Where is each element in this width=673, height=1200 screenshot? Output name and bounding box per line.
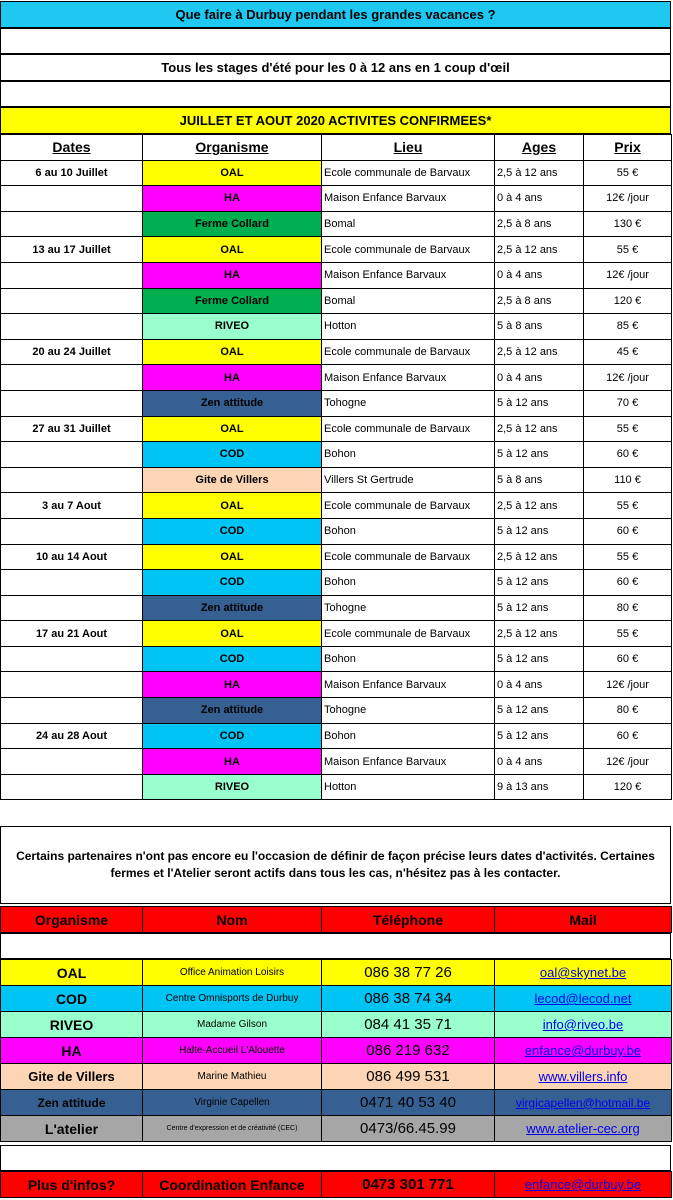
prix-cell: 55 € bbox=[584, 416, 672, 442]
organisme-cell: OAL bbox=[143, 544, 322, 570]
contacts-header-mail: Mail bbox=[495, 907, 672, 933]
prix-cell: 12€ /jour bbox=[584, 262, 672, 288]
schedule-row bbox=[1, 621, 672, 647]
contact-telephone: 086 499 531 bbox=[322, 1064, 495, 1090]
schedule-row bbox=[1, 186, 672, 212]
prix-cell: 60 € bbox=[584, 646, 672, 672]
contact-organisme: RIVEO bbox=[1, 1012, 143, 1038]
contact-organisme: OAL bbox=[1, 960, 143, 986]
contacts-header-row bbox=[1, 907, 672, 933]
schedule-row bbox=[1, 723, 672, 749]
contact-nom: Halte-Accueil L'Alouette bbox=[143, 1038, 322, 1064]
lieu-cell: Tohogne bbox=[322, 698, 495, 724]
prix-cell: 130 € bbox=[584, 211, 672, 237]
blank-row bbox=[0, 933, 671, 959]
schedule-row bbox=[1, 544, 672, 570]
contact-row bbox=[1, 960, 672, 986]
schedule-row bbox=[1, 698, 672, 724]
lieu-cell: Maison Enfance Barvaux bbox=[322, 365, 495, 391]
contact-mail-link[interactable]: lecod@lecod.net bbox=[495, 986, 672, 1012]
contact-row bbox=[1, 986, 672, 1012]
date-cell bbox=[1, 314, 143, 340]
date-cell bbox=[1, 698, 143, 724]
schedule-row bbox=[1, 518, 672, 544]
schedule-row bbox=[1, 646, 672, 672]
organisme-cell: HA bbox=[143, 186, 322, 212]
page-title: Que faire à Durbuy pendant les grandes vacances ? bbox=[0, 1, 671, 28]
schedule-row bbox=[1, 749, 672, 775]
prix-cell: 120 € bbox=[584, 774, 672, 800]
lieu-cell: Bohon bbox=[322, 646, 495, 672]
contact-telephone: 084 41 35 71 bbox=[322, 1012, 495, 1038]
date-cell: 20 au 24 Juillet bbox=[1, 339, 143, 365]
schedule-row bbox=[1, 365, 672, 391]
footer-mail-link[interactable]: enfance@durbuy.be bbox=[495, 1172, 672, 1198]
organisme-cell: RIVEO bbox=[143, 774, 322, 800]
lieu-cell: Ecole communale de Barvaux bbox=[322, 237, 495, 263]
contact-nom: Office Animation Loisirs bbox=[143, 960, 322, 986]
date-cell bbox=[1, 467, 143, 493]
schedule-row bbox=[1, 160, 672, 186]
prix-cell: 70 € bbox=[584, 390, 672, 416]
contact-telephone: 0471 40 53 40 bbox=[322, 1090, 495, 1116]
contact-organisme: Gite de Villers bbox=[1, 1064, 143, 1090]
date-cell: 17 au 21 Aout bbox=[1, 621, 143, 647]
lieu-cell: Maison Enfance Barvaux bbox=[322, 262, 495, 288]
contact-mail-link[interactable]: enfance@durbuy.be bbox=[495, 1038, 672, 1064]
schedule-row bbox=[1, 467, 672, 493]
contact-organisme: HA bbox=[1, 1038, 143, 1064]
date-cell: 6 au 10 Juillet bbox=[1, 160, 143, 186]
prix-cell: 55 € bbox=[584, 621, 672, 647]
ages-cell: 2,5 à 8 ans bbox=[495, 288, 584, 314]
ages-cell: 2,5 à 12 ans bbox=[495, 544, 584, 570]
contacts-table bbox=[0, 959, 672, 1142]
organisme-cell: OAL bbox=[143, 237, 322, 263]
date-cell bbox=[1, 518, 143, 544]
date-cell bbox=[1, 672, 143, 698]
lieu-cell: Ecole communale de Barvaux bbox=[322, 160, 495, 186]
contact-row bbox=[1, 1090, 672, 1116]
lieu-cell: Bohon bbox=[322, 570, 495, 596]
lieu-cell: Bohon bbox=[322, 518, 495, 544]
lieu-cell: Maison Enfance Barvaux bbox=[322, 749, 495, 775]
ages-cell: 5 à 12 ans bbox=[495, 723, 584, 749]
organisme-cell: OAL bbox=[143, 339, 322, 365]
ages-cell: 5 à 12 ans bbox=[495, 646, 584, 672]
contact-nom: Centre d'expression et de créativité (CEC) bbox=[143, 1116, 322, 1142]
footer-nom: Coordination Enfance bbox=[143, 1172, 322, 1198]
contact-telephone: 086 219 632 bbox=[322, 1038, 495, 1064]
lieu-cell: Bohon bbox=[322, 723, 495, 749]
contact-organisme: L'atelier bbox=[1, 1116, 143, 1142]
contacts-header-organisme: Organisme bbox=[1, 907, 143, 933]
footer-telephone: 0473 301 771 bbox=[322, 1172, 495, 1198]
footer-table bbox=[0, 1171, 672, 1198]
ages-cell: 2,5 à 12 ans bbox=[495, 237, 584, 263]
schedule-row bbox=[1, 595, 672, 621]
organisme-cell: Zen attitude bbox=[143, 595, 322, 621]
lieu-cell: Ecole communale de Barvaux bbox=[322, 339, 495, 365]
schedule-row bbox=[1, 262, 672, 288]
contact-row bbox=[1, 1116, 672, 1142]
ages-cell: 5 à 12 ans bbox=[495, 518, 584, 544]
organisme-cell: HA bbox=[143, 749, 322, 775]
date-cell bbox=[1, 646, 143, 672]
header-ages: Ages bbox=[495, 135, 584, 161]
organisme-cell: COD bbox=[143, 518, 322, 544]
organisme-cell: HA bbox=[143, 262, 322, 288]
page-subtitle: Tous les stages d'été pour les 0 à 12 ans en 1 coup d'œil bbox=[0, 54, 671, 81]
blank-row bbox=[0, 28, 671, 54]
lieu-cell: Maison Enfance Barvaux bbox=[322, 186, 495, 212]
ages-cell: 2,5 à 12 ans bbox=[495, 416, 584, 442]
prix-cell: 55 € bbox=[584, 544, 672, 570]
lieu-cell: Ecole communale de Barvaux bbox=[322, 621, 495, 647]
contact-mail-link[interactable]: virgicapellen@hotmail.be bbox=[495, 1090, 672, 1116]
schedule-body bbox=[1, 160, 672, 800]
organisme-cell: RIVEO bbox=[143, 314, 322, 340]
prix-cell: 12€ /jour bbox=[584, 186, 672, 212]
contact-mail-link[interactable]: oal@skynet.be bbox=[495, 960, 672, 986]
schedule-row bbox=[1, 288, 672, 314]
prix-cell: 12€ /jour bbox=[584, 749, 672, 775]
schedule-row bbox=[1, 416, 672, 442]
lieu-cell: Tohogne bbox=[322, 390, 495, 416]
date-cell bbox=[1, 749, 143, 775]
ages-cell: 0 à 4 ans bbox=[495, 749, 584, 775]
organisme-cell: OAL bbox=[143, 416, 322, 442]
date-cell bbox=[1, 288, 143, 314]
ages-cell: 0 à 4 ans bbox=[495, 186, 584, 212]
ages-cell: 9 à 13 ans bbox=[495, 774, 584, 800]
header-lieu: Lieu bbox=[322, 135, 495, 161]
contact-telephone: 0473/66.45.99 bbox=[322, 1116, 495, 1142]
date-cell: 3 au 7 Aout bbox=[1, 493, 143, 519]
ages-cell: 5 à 12 ans bbox=[495, 698, 584, 724]
ages-cell: 2,5 à 12 ans bbox=[495, 339, 584, 365]
contact-telephone: 086 38 74 34 bbox=[322, 986, 495, 1012]
lieu-cell: Villers St Gertrude bbox=[322, 467, 495, 493]
date-cell bbox=[1, 365, 143, 391]
prix-cell: 55 € bbox=[584, 493, 672, 519]
contact-nom: Centre Omnisports de Durbuy bbox=[143, 986, 322, 1012]
contact-nom: Virginie Capellen bbox=[143, 1090, 322, 1116]
lieu-cell: Tohogne bbox=[322, 595, 495, 621]
date-cell bbox=[1, 390, 143, 416]
date-cell: 10 au 14 Aout bbox=[1, 544, 143, 570]
prix-cell: 60 € bbox=[584, 570, 672, 596]
header-organisme: Organisme bbox=[143, 135, 322, 161]
date-cell bbox=[1, 442, 143, 468]
header-dates: Dates bbox=[1, 135, 143, 161]
ages-cell: 5 à 12 ans bbox=[495, 570, 584, 596]
lieu-cell: Maison Enfance Barvaux bbox=[322, 672, 495, 698]
date-cell bbox=[1, 595, 143, 621]
contacts-header-nom: Nom bbox=[143, 907, 322, 933]
contact-organisme: Zen attitude bbox=[1, 1090, 143, 1116]
prix-cell: 55 € bbox=[584, 160, 672, 186]
lieu-cell: Bomal bbox=[322, 288, 495, 314]
organisme-cell: COD bbox=[143, 442, 322, 468]
date-cell bbox=[1, 774, 143, 800]
ages-cell: 5 à 8 ans bbox=[495, 314, 584, 340]
schedule-row bbox=[1, 493, 672, 519]
ages-cell: 0 à 4 ans bbox=[495, 365, 584, 391]
ages-cell: 5 à 12 ans bbox=[495, 595, 584, 621]
lieu-cell: Bohon bbox=[322, 442, 495, 468]
lieu-cell: Ecole communale de Barvaux bbox=[322, 493, 495, 519]
organisme-cell: OAL bbox=[143, 621, 322, 647]
ages-cell: 5 à 12 ans bbox=[495, 442, 584, 468]
contact-row bbox=[1, 1038, 672, 1064]
prix-cell: 12€ /jour bbox=[584, 365, 672, 391]
ages-cell: 0 à 4 ans bbox=[495, 262, 584, 288]
organisme-cell: Zen attitude bbox=[143, 698, 322, 724]
organisme-cell: Zen attitude bbox=[143, 390, 322, 416]
contact-mail-link[interactable]: info@riveo.be bbox=[495, 1012, 672, 1038]
organisme-cell: HA bbox=[143, 672, 322, 698]
partners-note: Certains partenaires n'ont pas encore eu l'occasion de définir de façon précise leurs dates d'activités. Certaines fermes et l'Atelier seront actifs dans tous les cas, n'hésitez pas à les contacter. bbox=[0, 826, 671, 904]
ages-cell: 2,5 à 12 ans bbox=[495, 493, 584, 519]
header-prix: Prix bbox=[584, 135, 672, 161]
ages-cell: 0 à 4 ans bbox=[495, 672, 584, 698]
date-cell bbox=[1, 186, 143, 212]
prix-cell: 110 € bbox=[584, 467, 672, 493]
contact-mail-link[interactable]: www.atelier-cec.org bbox=[495, 1116, 672, 1142]
prix-cell: 60 € bbox=[584, 723, 672, 749]
contact-nom: Madame Gilson bbox=[143, 1012, 322, 1038]
organisme-cell: COD bbox=[143, 646, 322, 672]
blank-row bbox=[0, 1145, 671, 1171]
organisme-cell: HA bbox=[143, 365, 322, 391]
contact-organisme: COD bbox=[1, 986, 143, 1012]
schedule-row bbox=[1, 570, 672, 596]
organisme-cell: Gite de Villers bbox=[143, 467, 322, 493]
organisme-cell: OAL bbox=[143, 160, 322, 186]
organisme-cell: Ferme Collard bbox=[143, 288, 322, 314]
organisme-cell: COD bbox=[143, 570, 322, 596]
schedule-header-row bbox=[1, 135, 672, 161]
schedule-row bbox=[1, 774, 672, 800]
lieu-cell: Hotton bbox=[322, 314, 495, 340]
contacts-header-table bbox=[0, 906, 672, 933]
schedule-row bbox=[1, 211, 672, 237]
date-cell: 13 au 17 Juillet bbox=[1, 237, 143, 263]
ages-cell: 5 à 8 ans bbox=[495, 467, 584, 493]
date-cell bbox=[1, 262, 143, 288]
prix-cell: 45 € bbox=[584, 339, 672, 365]
organisme-cell: Ferme Collard bbox=[143, 211, 322, 237]
lieu-cell: Hotton bbox=[322, 774, 495, 800]
prix-cell: 60 € bbox=[584, 518, 672, 544]
prix-cell: 12€ /jour bbox=[584, 672, 672, 698]
ages-cell: 2,5 à 8 ans bbox=[495, 211, 584, 237]
prix-cell: 60 € bbox=[584, 442, 672, 468]
contact-mail-link[interactable]: www.villers.info bbox=[495, 1064, 672, 1090]
contact-row bbox=[1, 1012, 672, 1038]
date-cell bbox=[1, 570, 143, 596]
organisme-cell: OAL bbox=[143, 493, 322, 519]
organisme-cell: COD bbox=[143, 723, 322, 749]
prix-cell: 55 € bbox=[584, 237, 672, 263]
contacts-body bbox=[1, 960, 672, 1142]
date-cell bbox=[1, 211, 143, 237]
contact-row bbox=[1, 1064, 672, 1090]
date-cell: 24 au 28 Aout bbox=[1, 723, 143, 749]
prix-cell: 120 € bbox=[584, 288, 672, 314]
ages-cell: 2,5 à 12 ans bbox=[495, 621, 584, 647]
blank-row bbox=[0, 81, 671, 107]
prix-cell: 80 € bbox=[584, 595, 672, 621]
ages-cell: 2,5 à 12 ans bbox=[495, 160, 584, 186]
schedule-row bbox=[1, 237, 672, 263]
schedule-row bbox=[1, 442, 672, 468]
footer-row bbox=[1, 1172, 672, 1198]
lieu-cell: Ecole communale de Barvaux bbox=[322, 416, 495, 442]
contact-telephone: 086 38 77 26 bbox=[322, 960, 495, 986]
date-cell: 27 au 31 Juillet bbox=[1, 416, 143, 442]
schedule-table bbox=[0, 134, 672, 800]
schedule-row bbox=[1, 390, 672, 416]
lieu-cell: Ecole communale de Barvaux bbox=[322, 544, 495, 570]
schedule-row bbox=[1, 314, 672, 340]
prix-cell: 80 € bbox=[584, 698, 672, 724]
schedule-row bbox=[1, 672, 672, 698]
contact-nom: Marine Mathieu bbox=[143, 1064, 322, 1090]
activities-banner: JUILLET ET AOUT 2020 ACTIVITES CONFIRMEES* bbox=[0, 107, 671, 134]
ages-cell: 5 à 12 ans bbox=[495, 390, 584, 416]
footer-label: Plus d'infos? bbox=[1, 1172, 143, 1198]
lieu-cell: Bomal bbox=[322, 211, 495, 237]
prix-cell: 85 € bbox=[584, 314, 672, 340]
schedule-row bbox=[1, 339, 672, 365]
contacts-header-telephone: Téléphone bbox=[322, 907, 495, 933]
